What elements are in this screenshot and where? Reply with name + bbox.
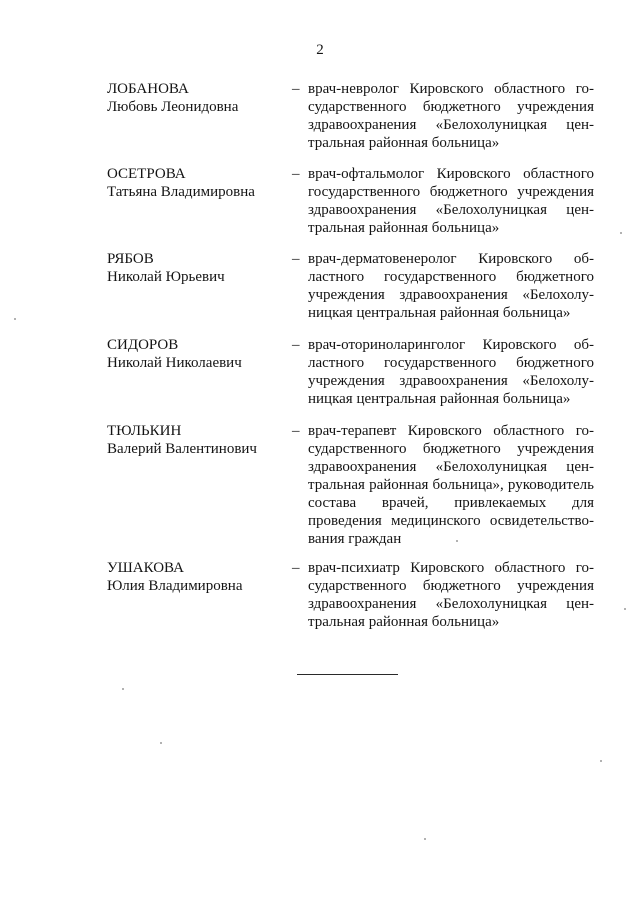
scan-speck (620, 232, 622, 234)
scan-speck (456, 540, 458, 542)
member-name (107, 559, 287, 595)
scan-speck (624, 608, 626, 610)
scan-speck (160, 742, 162, 744)
member-description: врач-офтальмолог Кировского областного государственного бюджетного учреждения здравоохранения «Белохолуницкая центральная районная больница» (308, 166, 594, 236)
member-description: врач-дерматовенеролог Кировского областного государственного бюджетного учреждения здравоохранения «Белохолуницкая центральная районная больница» (308, 251, 594, 321)
member-given-names: Валерий Валентинович (107, 441, 257, 457)
member-name (107, 250, 287, 286)
closing-divider (297, 674, 398, 675)
scan-speck (424, 838, 426, 840)
member-surname: ТЮЛЬКИН (107, 423, 182, 439)
member-surname: УШАКОВА (107, 560, 184, 576)
member-surname: РЯБОВ (107, 251, 154, 267)
member-name (107, 165, 287, 201)
member-description: врач-психиатр Кировского областного государственного бюджетного учреждения здравоохранения «Белохолуницкая центральная районная больница» (308, 560, 594, 630)
member-description: врач-оториноларинголог Кировского областного государственного бюджетного учреждения здравоохранения «Белохолуницкая центральная районная больница» (308, 337, 594, 407)
member-name (107, 336, 287, 372)
page-number: 2 (316, 42, 324, 58)
scan-speck (14, 318, 16, 320)
scan-speck (600, 760, 602, 762)
member-surname: СИДОРОВ (107, 337, 179, 353)
member-description: врач-терапевт Кировского областного государственного бюджетного учреждения здравоохранения «Белохолуницкая центральная районная больница», руководитель состава врачей, привлекаемых для проведения медицинского освидетельствования граждан (308, 423, 594, 547)
dash-separator: – (292, 423, 300, 439)
scan-speck (122, 688, 124, 690)
member-given-names: Татьяна Владимировна (107, 184, 255, 200)
dash-separator: – (292, 251, 300, 267)
member-given-names: Николай Николаевич (107, 355, 242, 371)
member-given-names: Юлия Владимировна (107, 578, 243, 594)
dash-separator: – (292, 560, 300, 576)
dash-separator: – (292, 337, 300, 353)
member-surname: ЛОБАНОВА (107, 81, 189, 97)
member-given-names: Любовь Леонидовна (107, 99, 239, 115)
member-surname: ОСЕТРОВА (107, 166, 186, 182)
dash-separator: – (292, 166, 300, 182)
member-given-names: Николай Юрьевич (107, 269, 225, 285)
dash-separator: – (292, 81, 300, 97)
member-description: врач-невролог Кировского областного государственного бюджетного учреждения здравоохранения «Белохолуницкая центральная районная больница» (308, 81, 594, 151)
member-name (107, 80, 287, 116)
member-name (107, 422, 287, 458)
